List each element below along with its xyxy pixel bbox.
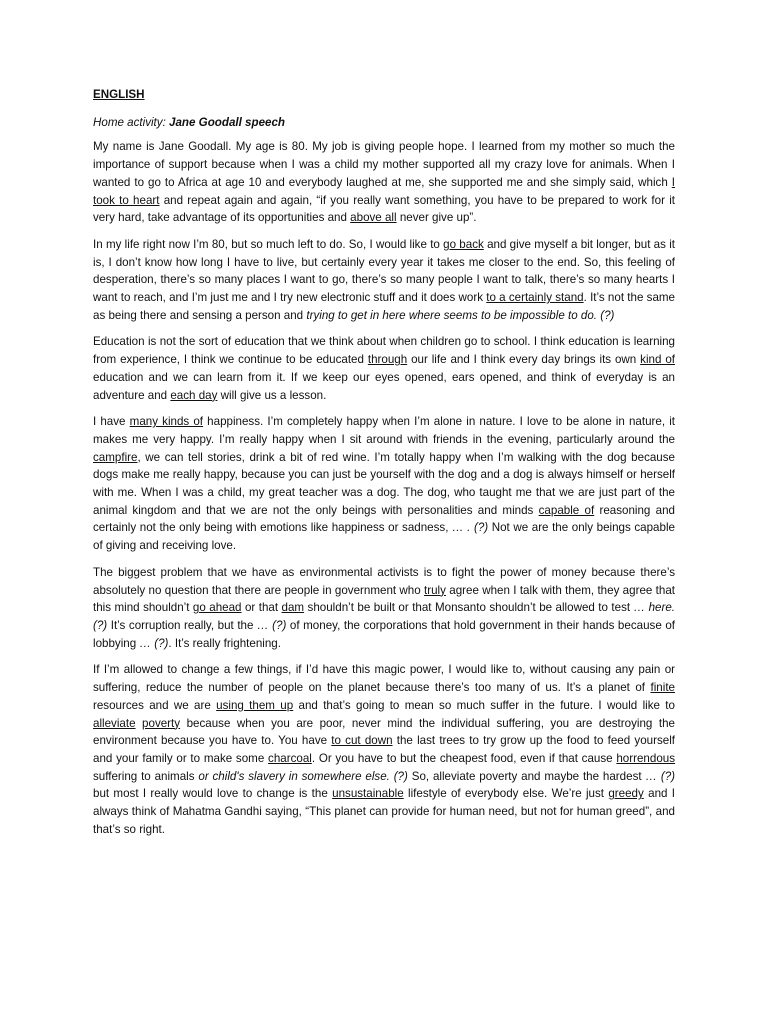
underlined-phrase: I took to heart: [93, 175, 675, 207]
document-heading: ENGLISH: [93, 88, 145, 101]
paragraph-text: In my life right now I’m 80, but so much left to do. So, I would like to: [93, 237, 444, 251]
underlined-phrase: to a certainly stand: [486, 291, 584, 305]
paragraph-text: . Or you have to but the cheapest food, even if that cause: [311, 751, 617, 765]
paragraph-text: My name is Jane Goodall. My age is 80. My job is giving people hope. I learned from my mother so much the importance of support because when I was a child my mother supported all my crazy love for animals. When I wanted to go to Africa at age 10 and everybody laughed at me, she supported me and she simply said, which: [93, 140, 675, 189]
paragraph-text: education and we can learn from it. If we keep our eyes opened, ears opened, and think of everyday is an adventure and: [93, 370, 675, 402]
paragraph-text: our life and I think every day brings its own: [407, 353, 641, 367]
paragraph-text: and that’s going to mean so much suffer in the future. I would like to: [293, 698, 675, 712]
speech-paragraph: [93, 333, 675, 404]
paragraph-text: agree when I talk with them, they agree that this mind shouldn’t: [93, 583, 676, 615]
underlined-phrase: alleviate: [93, 716, 136, 730]
underlined-phrase: using them up: [216, 698, 294, 712]
paragraph-text: because when you are poor, never mind the individual suffering, you are destroying the environment because you have to. You have: [93, 716, 675, 748]
paragraph-text: but most I really would love to change is the: [93, 787, 333, 801]
speech-paragraph: [93, 413, 675, 555]
paragraph-text: shouldn’t be built or that Monsanto shouldn’t be allowed to test: [304, 601, 634, 615]
underlined-phrase: go ahead: [192, 601, 242, 615]
activity-subtitle: [93, 114, 675, 132]
speech-paragraph: [93, 564, 675, 653]
underlined-phrase: each day: [170, 388, 218, 402]
document-page: [93, 86, 675, 847]
paragraph-text: and I always think of Mahatma Gandhi saying, “This planet can provide for human need, but not for human greed”, and that’s so right.: [93, 787, 675, 836]
paragraph-text: never give up”.: [396, 211, 477, 225]
speech-paragraph: [93, 661, 675, 838]
paragraph-text: The biggest problem that we have as environmental activists is to fight the power of money because there’s absolutely no question that there are people in government who: [93, 565, 675, 597]
paragraph-text: Not we are the only beings capable of giving and receiving love.: [93, 521, 675, 553]
underlined-phrase: truly: [424, 583, 446, 597]
speech-paragraph: [93, 236, 675, 325]
paragraph-text: . It’s really frightening.: [168, 636, 281, 650]
paragraph-text: reasoning and certainly not the only being with emotions like happiness or sadness,: [93, 503, 675, 535]
speech-body: [93, 138, 675, 838]
underlined-phrase: poverty: [142, 716, 181, 730]
underlined-phrase: campfire: [93, 450, 138, 464]
underlined-phrase: unsustainable: [332, 787, 404, 801]
paragraph-text: will give us a lesson.: [217, 388, 327, 402]
italic-note: … (?): [257, 618, 287, 632]
subtitle-lead: Home activity:: [93, 115, 170, 129]
underlined-phrase: capable of: [538, 503, 595, 517]
italic-note: … (?): [645, 769, 676, 783]
paragraph-text: It’s corruption really, but the: [107, 618, 258, 632]
italic-note: trying to get in here where seems to be impossible to do. (?): [306, 308, 615, 322]
underlined-phrase: finite: [650, 681, 675, 695]
underlined-phrase: horrendous: [616, 751, 676, 765]
underlined-phrase: to cut down: [331, 734, 393, 748]
paragraph-text: resources and we are: [93, 698, 217, 712]
paragraph-text: happiness. I’m completely happy when I’m alone in nature. I love to be alone in nature, it makes me very happy. I’m really happy when I sit around with friends in the evening, particularly around the: [93, 415, 675, 446]
paragraph-text: and repeat again and again, “if you really want something, you have to be prepared to work for it very hard, take advantage of its opportunities and: [93, 193, 675, 225]
paragraph-text: I have: [93, 415, 130, 429]
underlined-phrase: greedy: [608, 787, 644, 801]
italic-note: … . (?): [452, 521, 489, 535]
paragraph-text: , we can tell stories, drink a bit of red wine. I’m totally happy when I’m walking with the dog because dogs make me really happy, because you can just be yourself with the dog and a dog is always himself or herself with me. When I was a child, my great teacher was a dog. The dog, who taught me that we are just part of the animal kingdom and that we are not the only beings with personalities and minds: [93, 450, 675, 517]
paragraph-text: Education is not the sort of education that we think about when children go to school. I think education is learning from experience, I think we continue to be educated: [93, 335, 675, 367]
italic-note: … (?): [139, 636, 169, 650]
paragraph-text: or that: [241, 601, 282, 615]
paragraph-text: lifestyle of everybody else. We’re just: [403, 787, 609, 801]
italic-note: … here. (?): [93, 601, 676, 632]
paragraph-text: If I’m allowed to change a few things, if I’d have this magic power, I would like to, without causing any pain or suffering, reduce the number of people on the planet because there’s too many of us. It’s a planet of: [93, 663, 675, 695]
underlined-phrase: through: [367, 353, 408, 367]
paragraph-text: the last trees to try grow up the food to feed yourself and your family or to make some: [93, 734, 676, 765]
paragraph-text: So, alleviate poverty and maybe the hardest: [407, 769, 646, 783]
italic-note: or child's slavery in somewhere else. (?): [198, 769, 408, 783]
underlined-phrase: many kinds of: [129, 415, 204, 429]
underlined-phrase: dam: [281, 601, 305, 615]
subtitle-topic: Jane Goodall speech: [169, 115, 286, 129]
underlined-phrase: go back: [443, 237, 484, 251]
paragraph-text: . It’s not the same as being there and sensing a person and: [93, 291, 676, 322]
underlined-phrase: above all: [350, 211, 397, 225]
speech-paragraph: [93, 138, 675, 227]
underlined-phrase: charcoal: [268, 751, 312, 765]
paragraph-text: suffering to animals: [93, 769, 199, 783]
underlined-phrase: kind of: [640, 353, 675, 367]
paragraph-text: of money, the corporations that hold government in their hands because of lobbying: [93, 618, 675, 650]
paragraph-text: and give myself a bit longer, but as it is, I don’t know how long I have to live, but certainly every year it takes me closer to the end. So, this feeling of desperation, there’s so many places I want to go, there’s so many people I want to talk, there’s so many hearts I want to reach, and I’m just me and I try new electronic stuff and it does work: [93, 237, 675, 305]
